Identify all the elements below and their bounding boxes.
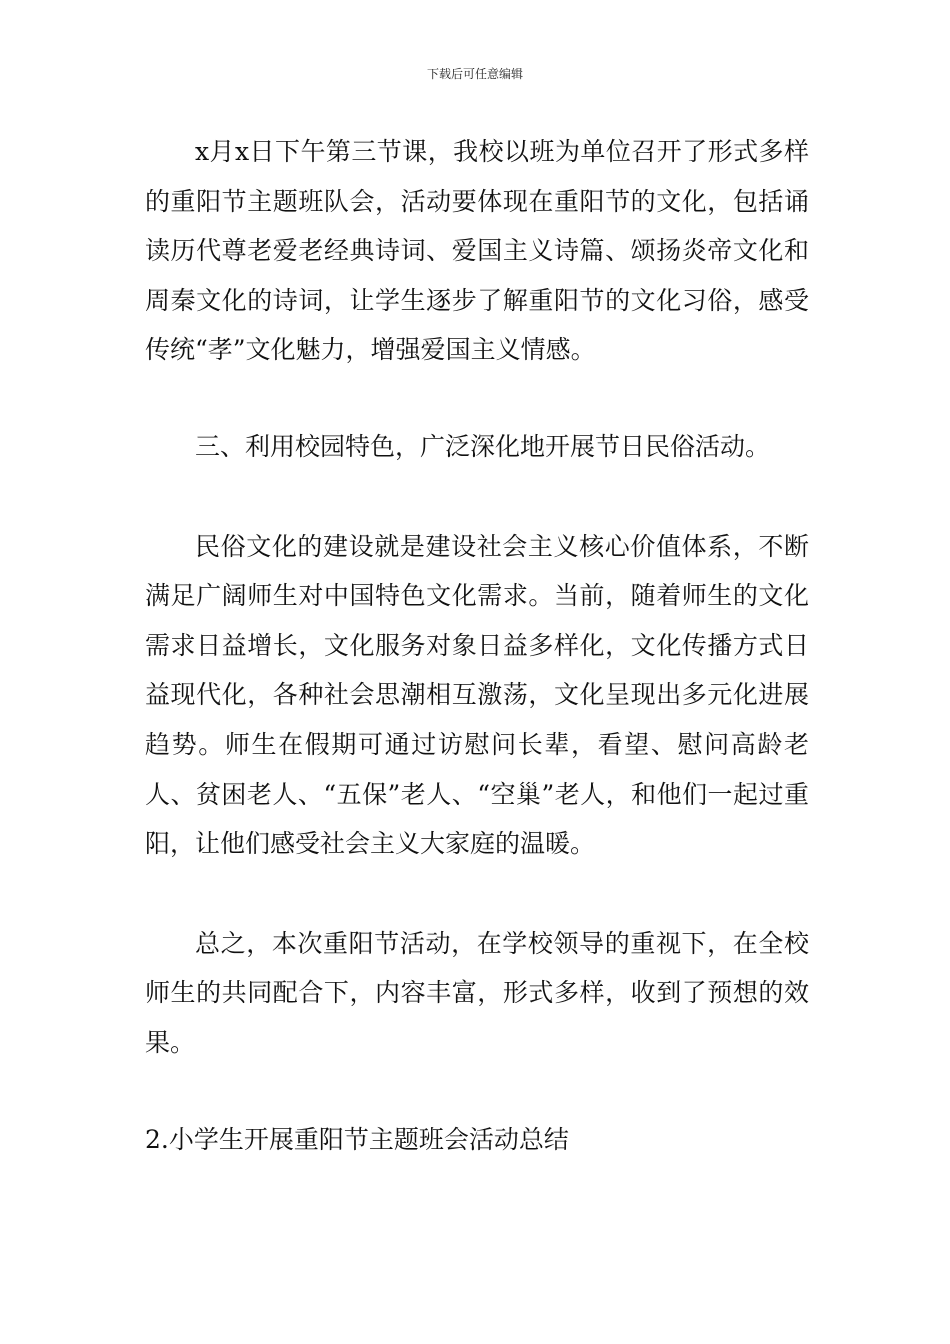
paragraph-summary: 总之，本次重阳节活动，在学校领导的重视下，在全校师生的共同配合下，内容丰富，形式多样，收到了预想的效果。 <box>145 928 809 1057</box>
document-body <box>145 127 809 1164</box>
paragraph-folk-culture: 民俗文化的建设就是建设社会主义核心价值体系，不断满足广阔师生对中国特色文化需求。当前，随着师生的文化需求日益增长，文化服务对象日益多样化，文化传播方式日益现代化，各种社会思潮相互激荡，文化呈现出多元化进展趋势。师生在假期可通过访慰问长辈，看望、慰问高龄老人、贫困老人、“五保”老人、“空巢”老人，和他们一起过重阳，让他们感受社会主义大家庭的温暖。 <box>145 531 809 859</box>
paragraph-activity-description: x月x日下午第三节课，我校以班为单位召开了形式多样的重阳节主题班队会，活动要体现在重阳节的文化，包括诵读历代尊老爱老经典诗词、爱国主义诗篇、颂扬炎帝文化和周秦文化的诗词，让学生逐步了解重阳节的文化习俗，感受传统“孝”文化魅力，增强爱国主义情感。 <box>145 137 809 365</box>
section-title-next: 2.小学生开展重阳节主题班会活动总结 <box>145 1124 569 1154</box>
section-heading-folk-activities: 三、利用校园特色，广泛深化地开展节日民俗活动。 <box>195 431 771 461</box>
header-note: 下载后可任意编辑 <box>426 67 523 81</box>
